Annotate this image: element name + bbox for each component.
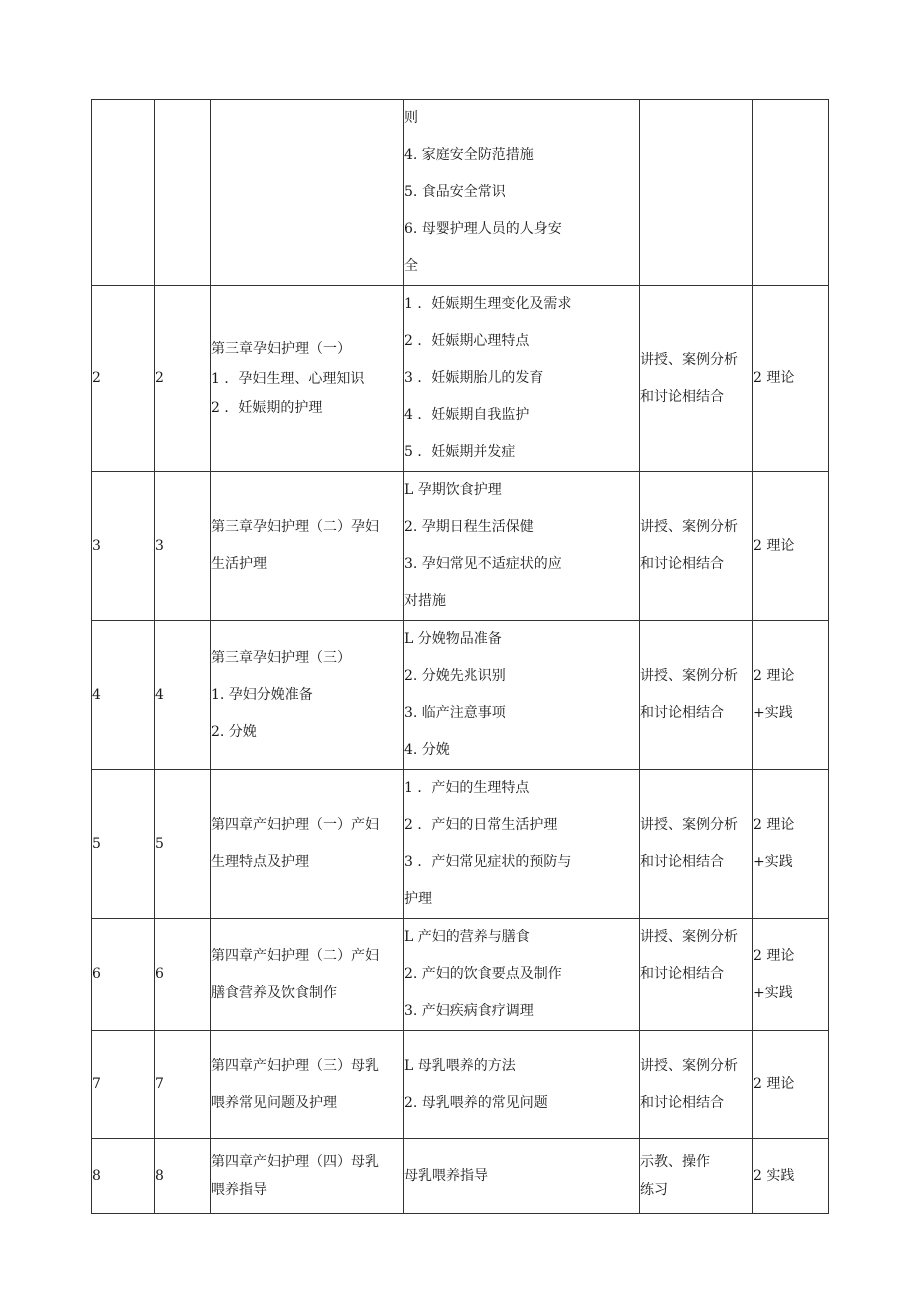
method-line: 示教、操作 — [640, 1154, 710, 1170]
table-row — [92, 1031, 829, 1139]
method-line: 讲授、案例分析 — [640, 519, 738, 535]
content-line: 3 ．妊娠期胎儿的发育 — [404, 370, 544, 386]
topic-line: 膳食营养及饮食制作 — [211, 984, 337, 1001]
method-cell — [640, 1031, 753, 1139]
topic-line: 1 ．孕妇生理、心理知识 — [211, 370, 365, 387]
content-line: 5. 食品安全常识 — [404, 184, 506, 200]
lesson-number-cell: 3 — [155, 472, 211, 621]
hours-line: 2 理论 — [753, 668, 795, 684]
lesson-number-cell: 5 — [155, 770, 211, 919]
topic-cell — [211, 621, 404, 770]
topic-line: 第四章产妇护理（一）产妇 — [211, 817, 379, 833]
method-line: 讲授、案例分析 — [640, 1057, 738, 1074]
content-line: L 分娩物品准备 — [404, 631, 502, 647]
content-line: 2. 母乳喂养的常见问题 — [404, 1094, 548, 1111]
hours-line: +实践 — [753, 705, 793, 721]
content-line: 4. 分娩 — [404, 742, 450, 758]
lesson-number-cell: 4 — [155, 621, 211, 770]
method-line: 讲授、案例分析 — [640, 351, 738, 368]
table-row — [92, 286, 829, 472]
method-cell — [640, 621, 753, 770]
method-line: 讲授、案例分析 — [640, 817, 738, 833]
hours-line: 2 理论 — [753, 1076, 795, 1092]
content-line: 4. 家庭安全防范措施 — [404, 147, 534, 163]
topic-line: 喂养指导 — [211, 1182, 267, 1198]
hours-line: 2 理论 — [753, 947, 795, 964]
table-row — [92, 100, 829, 286]
method-cell — [640, 472, 753, 621]
content-line: 1 ．产妇的生理特点 — [404, 780, 530, 796]
content-line: 护理 — [404, 891, 432, 907]
content-line: 3. 临产注意事项 — [404, 705, 506, 721]
session-number-cell — [92, 100, 155, 286]
table-row — [92, 919, 829, 1031]
topic-line: 第四章产妇护理（二）产妇 — [211, 947, 379, 964]
content-line: 6. 母婴护理人员的人身安 — [404, 221, 562, 237]
table-row — [92, 472, 829, 621]
method-line: 和讨论相结合 — [640, 388, 724, 405]
content-cell — [404, 286, 640, 472]
method-line: 和讨论相结合 — [640, 1094, 724, 1111]
content-line: L 母乳喂养的方法 — [404, 1057, 516, 1074]
content-line: 2. 分娩先兆识别 — [404, 668, 506, 684]
hours-line: 2 理论 — [753, 817, 795, 833]
method-line: 和讨论相结合 — [640, 705, 724, 721]
topic-line: 第三章孕妇护理（一） — [211, 340, 351, 357]
topic-cell — [211, 1031, 404, 1139]
content-cell — [404, 770, 640, 919]
content-cell — [404, 621, 640, 770]
method-line: 和讨论相结合 — [640, 854, 724, 870]
hours-cell — [753, 1031, 829, 1139]
method-cell — [640, 770, 753, 919]
content-line: 母乳喂养指导 — [404, 1167, 488, 1184]
method-cell — [640, 919, 753, 1031]
method-cell — [640, 100, 753, 286]
lesson-number-cell — [155, 100, 211, 286]
syllabus-table — [91, 99, 829, 1214]
hours-cell — [753, 472, 829, 621]
topic-line: 1. 孕妇分娩准备 — [211, 686, 313, 703]
hours-cell — [753, 770, 829, 919]
session-number-cell: 5 — [92, 770, 155, 919]
hours-line: 2 理论 — [753, 537, 795, 554]
hours-cell — [753, 100, 829, 286]
content-line: 对措施 — [404, 593, 446, 609]
lesson-number-cell: 2 — [155, 286, 211, 472]
session-number-cell: 3 — [92, 472, 155, 621]
content-cell — [404, 100, 640, 286]
method-line: 讲授、案例分析 — [640, 668, 738, 684]
topic-line: 喂养常见问题及护理 — [211, 1094, 337, 1111]
content-cell — [404, 472, 640, 621]
topic-cell — [211, 472, 404, 621]
method-line: 练习 — [640, 1182, 668, 1198]
content-line: 5 ．妊娠期并发症 — [404, 444, 516, 460]
content-line: 3. 孕妇常见不适症状的应 — [404, 556, 562, 572]
hours-line: +实践 — [753, 984, 793, 1001]
content-line: 2. 孕期日程生活保健 — [404, 519, 534, 535]
content-line: 2 ．产妇的日常生活护理 — [404, 817, 558, 833]
topic-cell — [211, 1139, 404, 1214]
hours-cell — [753, 919, 829, 1031]
hours-line: +实践 — [753, 854, 793, 870]
method-line: 和讨论相结合 — [640, 966, 724, 982]
hours-cell — [753, 1139, 829, 1214]
lesson-number-cell: 8 — [155, 1139, 211, 1214]
session-number-cell: 4 — [92, 621, 155, 770]
content-line: L 产妇的营养与膳食 — [404, 929, 530, 945]
topic-cell — [211, 286, 404, 472]
topic-line: 第四章产妇护理（四）母乳 — [211, 1154, 379, 1170]
topic-cell — [211, 770, 404, 919]
table-row — [92, 621, 829, 770]
topic-line: 第三章孕妇护理（二）孕妇 — [211, 519, 379, 535]
topic-line: 生活护理 — [211, 556, 267, 572]
content-line: 全 — [404, 258, 418, 274]
method-line: 讲授、案例分析 — [640, 929, 738, 945]
content-line: 3. 产妇疾病食疗调理 — [404, 1003, 534, 1019]
hours-cell — [753, 286, 829, 472]
lesson-number-cell: 7 — [155, 1031, 211, 1139]
content-line: 3 ．产妇常见症状的预防与 — [404, 854, 572, 870]
table-row — [92, 1139, 829, 1214]
hours-cell — [753, 621, 829, 770]
content-cell — [404, 1139, 640, 1214]
table-row — [92, 770, 829, 919]
method-cell — [640, 286, 753, 472]
content-cell — [404, 919, 640, 1031]
content-line: 1 ．妊娠期生理变化及需求 — [404, 296, 572, 312]
session-number-cell: 7 — [92, 1031, 155, 1139]
lesson-number-cell: 6 — [155, 919, 211, 1031]
hours-line: 2 理论 — [753, 370, 795, 386]
content-line: 2 ．妊娠期心理特点 — [404, 333, 530, 349]
content-line: 则 — [404, 110, 418, 126]
topic-line: 第三章孕妇护理（三） — [211, 649, 351, 666]
topic-line: 2 ．妊娠期的护理 — [211, 399, 323, 416]
topic-cell — [211, 100, 404, 286]
topic-line: 2. 分娩 — [211, 723, 257, 740]
topic-cell — [211, 919, 404, 1031]
session-number-cell: 6 — [92, 919, 155, 1031]
content-line: L 孕期饮食护理 — [404, 482, 502, 498]
content-line: 4 ．妊娠期自我监护 — [404, 407, 530, 423]
session-number-cell: 2 — [92, 286, 155, 472]
method-cell — [640, 1139, 753, 1214]
topic-line: 第四章产妇护理（三）母乳 — [211, 1057, 379, 1074]
content-cell — [404, 1031, 640, 1139]
session-number-cell: 8 — [92, 1139, 155, 1214]
method-line: 和讨论相结合 — [640, 556, 724, 572]
hours-line: 2 实践 — [753, 1167, 795, 1184]
topic-line: 生理特点及护理 — [211, 854, 309, 870]
content-line: 2. 产妇的饮食要点及制作 — [404, 966, 562, 982]
